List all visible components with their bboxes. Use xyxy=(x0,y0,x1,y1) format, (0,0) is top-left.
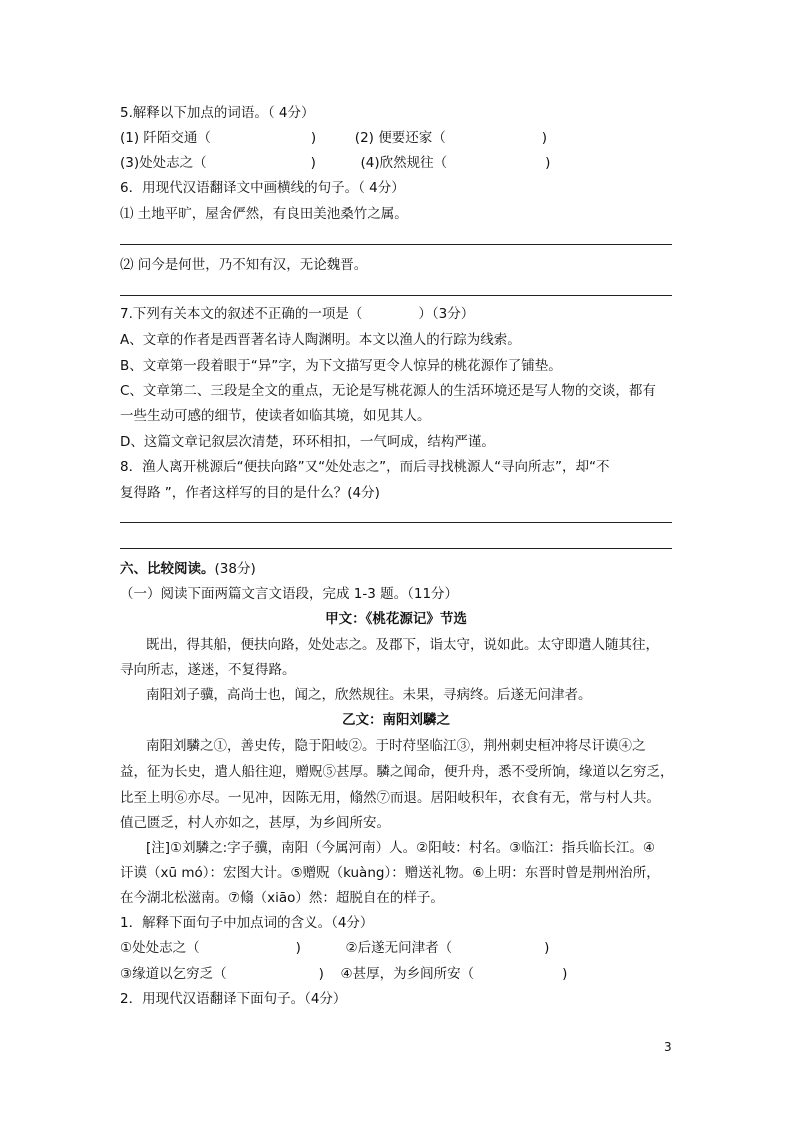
section-6-heading: 六、比较阅读。(38分) xyxy=(120,561,256,577)
q6-title: 6．用现代汉语翻译文中画横线的句子。（ 4分） xyxy=(120,180,405,196)
q6-sentence-2: ⑵ 问今是何世，乃不知有汉，无论魏晋。 xyxy=(120,257,368,273)
q7-option-c: C、文章第二、三段是全文的重点，无论是写桃花源人的生活环境还是写人物的交谈，都有 xyxy=(120,383,656,399)
note-line-2: 讦谟（xū mó）：宏图大计。⑤赠贶（kuàng）：赠送礼物。⑥上明：东晋时曾是荆州治所， xyxy=(120,865,660,881)
q5-item-4: (4)欣然规往（ xyxy=(360,155,448,171)
note-line-3: 在今湖北松滋南。⑦翛（xiāo）然：超脱自在的样子。 xyxy=(120,890,444,906)
sec6-q1-title: 1．解释下面句子中加点词的含义。（4分） xyxy=(120,915,374,931)
passage-jia-line-2: 寻向所志，遂迷，不复得路。 xyxy=(120,662,296,678)
sec6-q1-row-1: ①处处志之（ ) ②后遂无问津者（ ) xyxy=(120,940,550,956)
q5-row-1: (1) 阡陌交通（ ) (2) 便要还家（ ) xyxy=(120,130,547,146)
note-line-1: [注]①刘驎之:字子骥，南阳（今属河南）人。②阳岐：村名。③临江：指兵临长江。④ xyxy=(146,840,655,856)
passage-yi-line-2: 益，征为长史，遣人船往迎，赠贶⑤甚厚。驎之闻命，便升舟，悉不受所饷，缘道以乞穷乏， xyxy=(120,764,674,780)
sec6-q1-row-2: ③缘道以乞穷乏（ ) ④甚厚，为乡闾所安（ ) xyxy=(120,966,568,982)
q5-title: 5.解释以下加点的词语。（ 4分） xyxy=(120,105,315,121)
q7-title: 7.下列有关本文的叙述不正确的一项是（ ）（3分） xyxy=(120,306,475,322)
answer-line xyxy=(120,295,672,296)
passage-jia-title: 甲文：《桃花源记》节选 xyxy=(325,611,467,627)
passage-yi-line-4: 值己匮乏，村人亦如之，甚厚，为乡闾所安。 xyxy=(120,815,390,831)
passage-jia-line-1: 既出，得其船，便扶向路，处处志之。及郡下，诣太守，说如此。太守即遣人随其往， xyxy=(146,637,659,653)
q5-item-1: (1) 阡陌交通（ xyxy=(120,130,211,146)
passage-yi-line-3: 比至上明⑥亦尽。一见冲，因陈无用，翛然⑦而退。居阳岐积年，衣食有无，常与村人共。 xyxy=(120,790,660,806)
section-6-intro: （一）阅读下面两篇文言文语段，完成 1-3 题。（11分） xyxy=(120,586,459,602)
q5-item-3: (3)处处志之（ xyxy=(120,155,207,171)
q7-option-c-cont: 一些生动可感的细节，使读者如临其境，如见其人。 xyxy=(120,408,431,424)
q7-option-b: B、文章第一段着眼于“异”字，为下文描写更令人惊异的桃花源作了铺垫。 xyxy=(120,358,562,374)
sec6-q2-title: 2．用现代汉语翻译下面句子。（4分） xyxy=(120,991,347,1007)
q7-option-d: D、这篇文章记叙层次清楚，环环相扣，一气呵成，结构严谨。 xyxy=(120,434,495,450)
answer-line xyxy=(120,244,672,245)
passage-yi-line-1: 南阳刘驎之①，善史传，隐于阳岐②。于时苻坚临江③，荆州刺史桓冲将尽讦谟④之 xyxy=(146,738,646,754)
answer-line xyxy=(120,522,672,523)
q5-item-2: (2) 便要还家（ xyxy=(354,130,446,146)
answer-line xyxy=(120,548,672,549)
page-number: 3 xyxy=(664,1040,672,1054)
passage-jia-line-3: 南阳刘子骥，高尚士也，闻之，欣然规往。未果，寻病终。后遂无问津者。 xyxy=(146,687,592,703)
q8-line-1: 8．渔人离开桃源后“便扶向路”又“处处志之”，而后寻找桃源人“寻向所志”，却“不 xyxy=(120,459,610,475)
q8-line-2: 复得路 ”，作者这样写的目的是什么？(4分) xyxy=(120,485,380,501)
passage-yi-title: 乙文：南阳刘驎之 xyxy=(342,712,450,728)
q7-option-a: A、文章的作者是西晋著名诗人陶渊明。本文以渔人的行踪为线索。 xyxy=(120,332,521,348)
q5-row-2: (3)处处志之（ ) (4)欣然规往（ ) xyxy=(120,155,551,171)
q6-sentence-1: ⑴ 土地平旷，屋舍俨然，有良田美池桑竹之属。 xyxy=(120,206,408,222)
